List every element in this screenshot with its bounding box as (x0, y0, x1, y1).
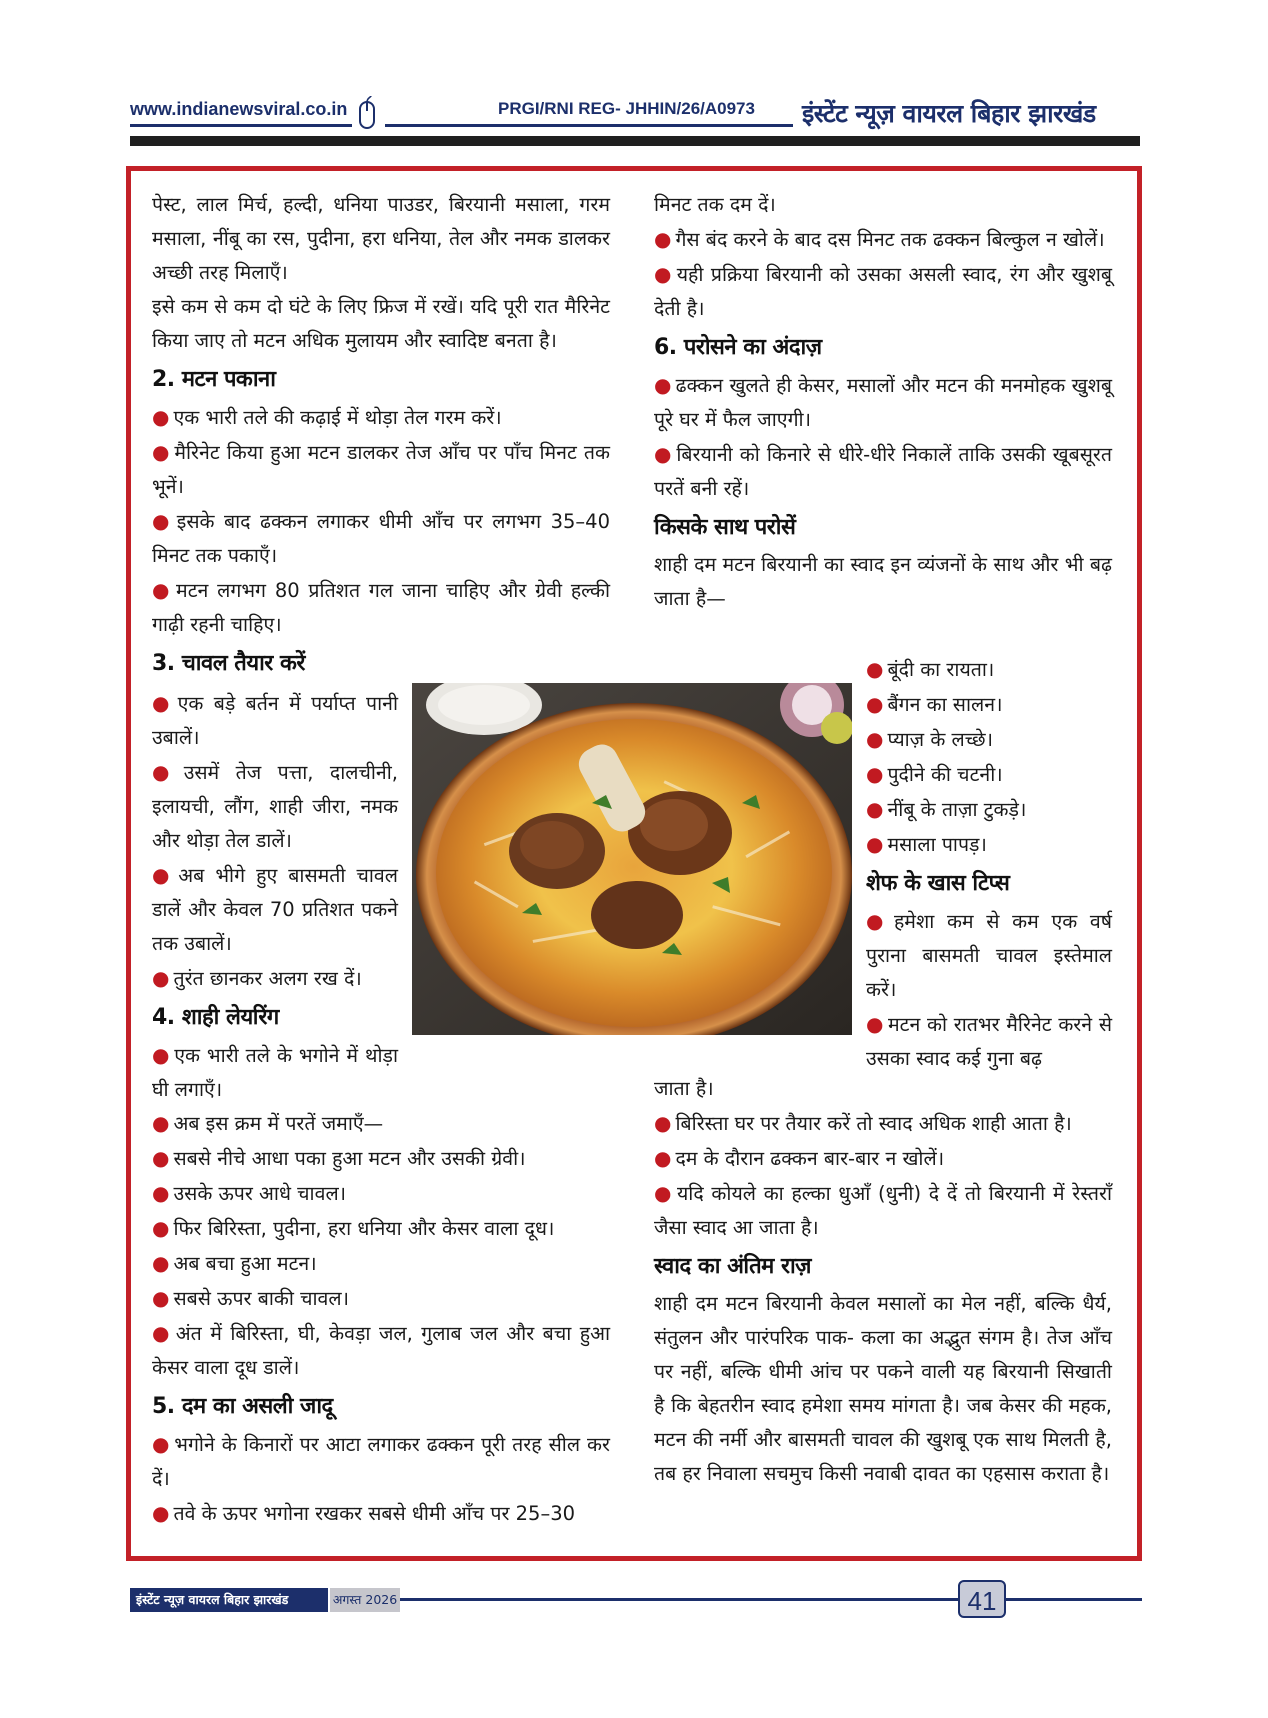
bullet-dot-icon: ● (152, 1286, 170, 1310)
column-left-bottom (152, 1106, 610, 1531)
column-right-top (654, 188, 1112, 616)
mouse-icon (357, 96, 377, 130)
paragraph (654, 1287, 1112, 1491)
paragraph (152, 290, 610, 358)
bullet-dot-icon: ● (152, 440, 171, 464)
paragraph (152, 188, 610, 290)
site-url[interactable]: www.indianewsviral.co.in (130, 99, 348, 119)
bullet-item (654, 1141, 1112, 1176)
bullet-dot-icon: ● (152, 691, 174, 715)
text: यदि कोयले का हल्का धुआँ (धुनी) दे दें तो बिरयानी में रेस्तराँ जैसा स्वाद आ जाता है। (654, 1182, 1113, 1239)
bullet-dot-icon: ● (866, 1012, 884, 1036)
bullet-item (866, 827, 1112, 862)
header-rule-thick (130, 136, 1140, 146)
text: अब बचा हुआ मटन। (173, 1252, 317, 1275)
text: तुरंत छानकर अलग रख दें। (173, 967, 362, 990)
bullet-item (152, 961, 398, 996)
text: इसके बाद ढक्कन लगाकर धीमी आँच पर लगभग 35–40 मिनट तक पकाएँ। (152, 510, 610, 567)
section-heading: 6. परोसने का अंदाज़ (654, 335, 822, 360)
column-right-beside-image (866, 652, 1112, 1076)
text: गैस बंद करने के बाद दस मिनट तक ढक्कन बिल्कुल न खोलें। (675, 228, 1105, 251)
header-rule-middle (385, 124, 793, 127)
paragraph (654, 188, 1112, 222)
bullet-dot-icon: ● (866, 909, 890, 933)
bullet-dot-icon: ● (152, 509, 173, 533)
text: हमेशा कम से कम एक वर्ष पुराना बासमती चावल इस्तेमाल करें। (866, 910, 1112, 1001)
bullet-item (866, 1007, 1112, 1076)
text: भगोने के किनारों पर आटा लगाकर ढक्कन पूरी तरह सील कर दें। (152, 1433, 610, 1490)
text: मसाला पापड़। (887, 833, 987, 856)
bullet-item (152, 1316, 610, 1385)
bullet-item (654, 222, 1112, 257)
text: बिरयानी को किनारे से धीरे-धीरे निकालें ताकि उसकी खूबसूरत परतें बनी रहें। (654, 443, 1112, 500)
text: अब भीगे हुए बासमती चावल डालें और केवल 70 प्रतिशत पकने तक उबालें। (152, 864, 398, 955)
column-left-top (152, 188, 610, 684)
text: बैंगन का सालन। (887, 693, 1003, 716)
bullet-dot-icon: ● (152, 1146, 170, 1170)
section-heading: 5. दम का असली जादू (152, 1394, 333, 1419)
bullet-item (152, 1038, 398, 1107)
bullet-dot-icon: ● (152, 1321, 172, 1345)
text: तवे के ऊपर भगोना रखकर सबसे धीमी आँच पर 25–30 (173, 1502, 576, 1525)
bullet-dot-icon: ● (152, 1111, 170, 1135)
bullet-item (152, 1427, 610, 1496)
bullet-item (152, 1106, 610, 1141)
bullet-item (152, 1496, 610, 1531)
bullet-item (654, 1106, 1112, 1141)
column-right-bottom (654, 1072, 1112, 1491)
bullet-dot-icon: ● (654, 442, 673, 466)
section-heading: 3. चावल तैयार करें (152, 651, 305, 676)
text: फिर बिरिस्ता, पुदीना, हरा धनिया और केसर वाला दूध। (173, 1217, 555, 1240)
section-heading: शेफ के खास टिप्स (866, 871, 1010, 896)
bullet-dot-icon: ● (654, 1111, 672, 1135)
bullet-dot-icon: ● (152, 760, 180, 784)
text: नींबू के ताज़ा टुकड़े। (887, 798, 1027, 821)
bullet-dot-icon: ● (152, 1181, 170, 1205)
bullet-item (654, 257, 1112, 326)
bullet-dot-icon: ● (866, 657, 884, 681)
bullet-item (152, 858, 398, 961)
bullet-dot-icon: ● (654, 227, 672, 251)
bullet-dot-icon: ● (152, 863, 175, 887)
text: यही प्रक्रिया बिरयानी को उसका असली स्वाद, रंग और खुशबू देती है। (654, 263, 1113, 320)
text: सबसे नीचे आधा पका हुआ मटन और उसकी ग्रेवी। (173, 1147, 526, 1170)
bullet-item (152, 435, 610, 504)
bullet-item (866, 757, 1112, 792)
text: मटन को रातभर मैरिनेट करने से उसका स्वाद कई गुना बढ़ (866, 1013, 1112, 1070)
bullet-item (152, 504, 610, 573)
biryani-photo (412, 683, 852, 1035)
bullet-dot-icon: ● (866, 692, 884, 716)
bullet-dot-icon: ● (866, 797, 884, 821)
bullet-dot-icon: ● (866, 832, 884, 856)
section-heading: 2. मटन पकाना (152, 367, 276, 392)
registration-number: PRGI/RNI REG- JHHIN/26/A0973 (498, 99, 755, 118)
bullet-dot-icon: ● (654, 373, 672, 397)
section-heading: 4. शाही लेयरिंग (152, 1005, 279, 1030)
footer-rule (400, 1598, 1142, 1601)
bullet-item (152, 573, 610, 642)
bullet-dot-icon: ● (654, 1146, 672, 1170)
page-number: 41 (958, 1580, 1006, 1618)
bullet-dot-icon: ● (152, 1216, 170, 1240)
text: शाही दम मटन बिरयानी केवल मसालों का मेल नहीं, बल्कि धैर्य, संतुलन और पारंपरिक पाक- कला का अद्भुत संगम है। तेज आँच पर नहीं, बल्कि धीमी आंच पर पकने वाली यह बिरयानी सिखाती है कि बेहतरीन स्वाद हमेशा समय मांगता है। जब केसर की महक, मटन की नर्मी और बासमती चावल की खुशबू एक साथ मिलती है, तब हर निवाला सचमुच किसी नवाबी दावत का एहसास कराता है। (654, 1292, 1112, 1485)
bullet-dot-icon: ● (654, 262, 673, 286)
footer-date: अगस्त 2026 (330, 1588, 400, 1612)
bullet-item (866, 722, 1112, 757)
bullet-item (152, 1211, 610, 1246)
text: प्याज़ के लच्छे। (887, 728, 993, 751)
section-heading: किसके साथ परोसें (654, 515, 796, 540)
bullet-item (152, 1176, 610, 1211)
bullet-item (152, 686, 398, 755)
bullet-item (654, 1176, 1112, 1245)
bullet-item (152, 1281, 610, 1316)
text: बिरिस्ता घर पर तैयार करें तो स्वाद अधिक शाही आता है। (675, 1112, 1072, 1135)
bullet-dot-icon: ● (152, 1432, 171, 1456)
bullet-item (152, 755, 398, 858)
bullet-dot-icon: ● (152, 1501, 170, 1525)
bullet-item (654, 437, 1112, 506)
text: उसमें तेज पत्ता, दालचीनी, इलायची, लौंग, शाही जीरा, नमक और थोड़ा तेल डालें। (152, 761, 399, 852)
text: ढक्कन खुलते ही केसर, मसालों और मटन की मनमोहक खुशबू पूरे घर में फैल जाएगी। (654, 374, 1112, 431)
bullet-item (152, 1141, 610, 1176)
bullet-dot-icon: ● (866, 762, 884, 786)
bullet-item (866, 687, 1112, 722)
bullet-dot-icon: ● (152, 1043, 171, 1067)
bullet-dot-icon: ● (866, 727, 884, 751)
text: जाता है। (654, 1077, 714, 1100)
text: दम के दौरान ढक्कन बार-बार न खोलें। (675, 1147, 945, 1170)
text: मटन लगभग 80 प्रतिशत गल जाना चाहिए और ग्रेवी हल्की गाढ़ी रहनी चाहिए। (152, 579, 610, 636)
bullet-item (152, 400, 610, 435)
bullet-item (866, 904, 1112, 1007)
text: पेस्ट, लाल मिर्च, हल्दी, धनिया पाउडर, बिरयानी मसाला, गरम मसाला, नींबू का रस, पुदीना, हरा धनिया, तेल और नमक डालकर अच्छी तरह मिलाएँ। (152, 193, 610, 284)
paragraph (654, 1072, 1112, 1106)
bullet-dot-icon: ● (654, 1181, 673, 1205)
footer-publication-label: इंस्टेंट न्यूज़ वायरल बिहार झारखंड (130, 1588, 328, 1612)
bullet-item (654, 368, 1112, 437)
text: बूंदी का रायता। (887, 658, 995, 681)
text: उसके ऊपर आधे चावल। (173, 1182, 347, 1205)
text: पुदीने की चटनी। (887, 763, 1003, 786)
text: मैरिनेट किया हुआ मटन डालकर तेज आँच पर पाँच मिनट तक भूनें। (152, 441, 611, 498)
text: शाही दम मटन बिरयानी का स्वाद इन व्यंजनों के साथ और भी बढ़ जाता है— (654, 553, 1112, 610)
text: एक बड़े बर्तन में पर्याप्त पानी उबालें। (152, 692, 398, 749)
bullet-dot-icon: ● (152, 966, 170, 990)
text: अब इस क्रम में परतें जमाएँ— (173, 1112, 384, 1135)
text: एक भारी तले के भगोने में थोड़ा घी लगाएँ। (152, 1044, 399, 1101)
section-heading: स्वाद का अंतिम राज़ (654, 1254, 811, 1279)
bullet-dot-icon: ● (152, 1251, 170, 1275)
bullet-item (152, 1246, 610, 1281)
text: सबसे ऊपर बाकी चावल। (173, 1287, 350, 1310)
text: एक भारी तले की कढ़ाई में थोड़ा तेल गरम करें। (173, 406, 502, 429)
bullet-dot-icon: ● (152, 578, 173, 602)
column-left-beside-image (152, 686, 398, 1107)
text: अंत में बिरिस्ता, घी, केवड़ा जल, गुलाब जल और बचा हुआ केसर वाला दूध डालें। (152, 1322, 610, 1379)
header-rule-left (130, 124, 352, 127)
bullet-dot-icon: ● (152, 405, 170, 429)
bullet-item (866, 792, 1112, 827)
text: इसे कम से कम दो घंटे के लिए फ्रिज में रखें। यदि पूरी रात मैरिनेट किया जाए तो मटन अधिक मुलायम और स्वादिष्ट बनता है। (152, 295, 610, 352)
paragraph (654, 548, 1112, 616)
text: मिनट तक दम दें। (654, 193, 776, 216)
bullet-item (866, 652, 1112, 687)
publication-title: इंस्टेंट न्यूज़ वायरल बिहार झारखंड (802, 99, 1096, 128)
